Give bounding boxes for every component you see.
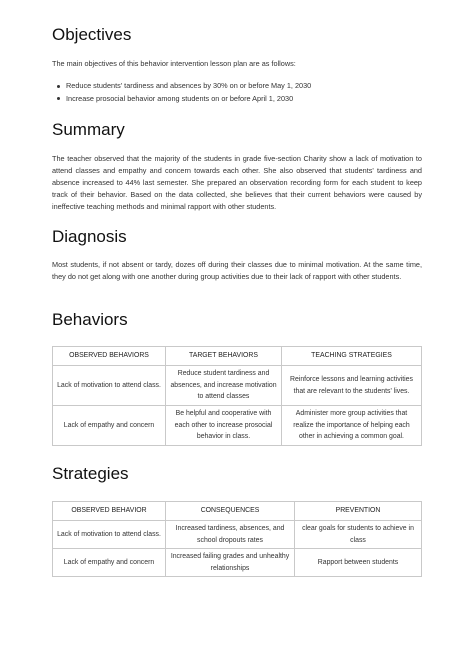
table-cell: Reduce student tardiness and absences, and increase motivation to attend classes xyxy=(166,366,282,406)
behaviors-table xyxy=(52,346,422,446)
diagnosis-heading: Diagnosis xyxy=(52,227,127,246)
table-cell: Increased failing grades and unhealthy relationships xyxy=(166,549,295,577)
table-row xyxy=(53,549,422,577)
table-row xyxy=(53,366,422,406)
column-header: OBSERVED BEHAVIORS xyxy=(53,347,166,366)
objectives-list xyxy=(52,80,311,105)
objective-item: Increase prosocial behavior among students on or before April 1, 2030 xyxy=(52,93,311,106)
table-cell: Rapport between students xyxy=(295,549,422,577)
table-cell: Lack of empathy and concern xyxy=(53,549,166,577)
objective-item: Reduce students' tardiness and absences by 30% on or before May 1, 2030 xyxy=(52,80,311,93)
table-header-row xyxy=(53,347,422,366)
summary-text: The teacher observed that the majority of the students in grade five-section Charity show a lack of motivation to attend classes and empathy and concern towards each other. She also observed that students' tardiness and absence increased to 44% last semester. She prepared an observation recording form for each student to keep track of their behavior. Based on the data collected, she believes that their current behaviors were caused by ineffective teaching methods and minimal rapport with other students. xyxy=(52,154,422,212)
objectives-intro: The main objectives of this behavior intervention lesson plan are as follows: xyxy=(52,59,296,68)
column-header: OBSERVED BEHAVIOR xyxy=(53,502,166,521)
table-row xyxy=(53,406,422,446)
column-header: CONSEQUENCES xyxy=(166,502,295,521)
column-header: PREVENTION xyxy=(295,502,422,521)
column-header: TARGET BEHAVIORS xyxy=(166,347,282,366)
table-cell: Increased tardiness, absences, and school dropouts rates xyxy=(166,521,295,549)
table-row xyxy=(53,521,422,549)
summary-heading: Summary xyxy=(52,120,125,139)
strategies-heading: Strategies xyxy=(52,464,129,483)
diagnosis-text: Most students, if not absent or tardy, dozes off during their classes due to minimal motivation. At the same time, they do not get along with one another during group activities due to their lack of rapport with other students. xyxy=(52,260,422,282)
table-cell: Administer more group activities that realize the importance of helping each other in achieving a common goal. xyxy=(282,406,422,446)
strategies-table xyxy=(52,501,422,577)
table-cell: Lack of empathy and concern xyxy=(53,406,166,446)
table-header-row xyxy=(53,502,422,521)
column-header: TEACHING STRATEGIES xyxy=(282,347,422,366)
table-cell: Lack of motivation to attend class. xyxy=(53,366,166,406)
table-cell: Be helpful and cooperative with each other to increase prosocial behavior in class. xyxy=(166,406,282,446)
objectives-heading: Objectives xyxy=(52,25,132,44)
table-cell: Reinforce lessons and learning activities that are relevant to the students' lives. xyxy=(282,366,422,406)
table-cell: clear goals for students to achieve in class xyxy=(295,521,422,549)
table-cell: Lack of motivation to attend class. xyxy=(53,521,166,549)
behaviors-heading: Behaviors xyxy=(52,310,128,329)
